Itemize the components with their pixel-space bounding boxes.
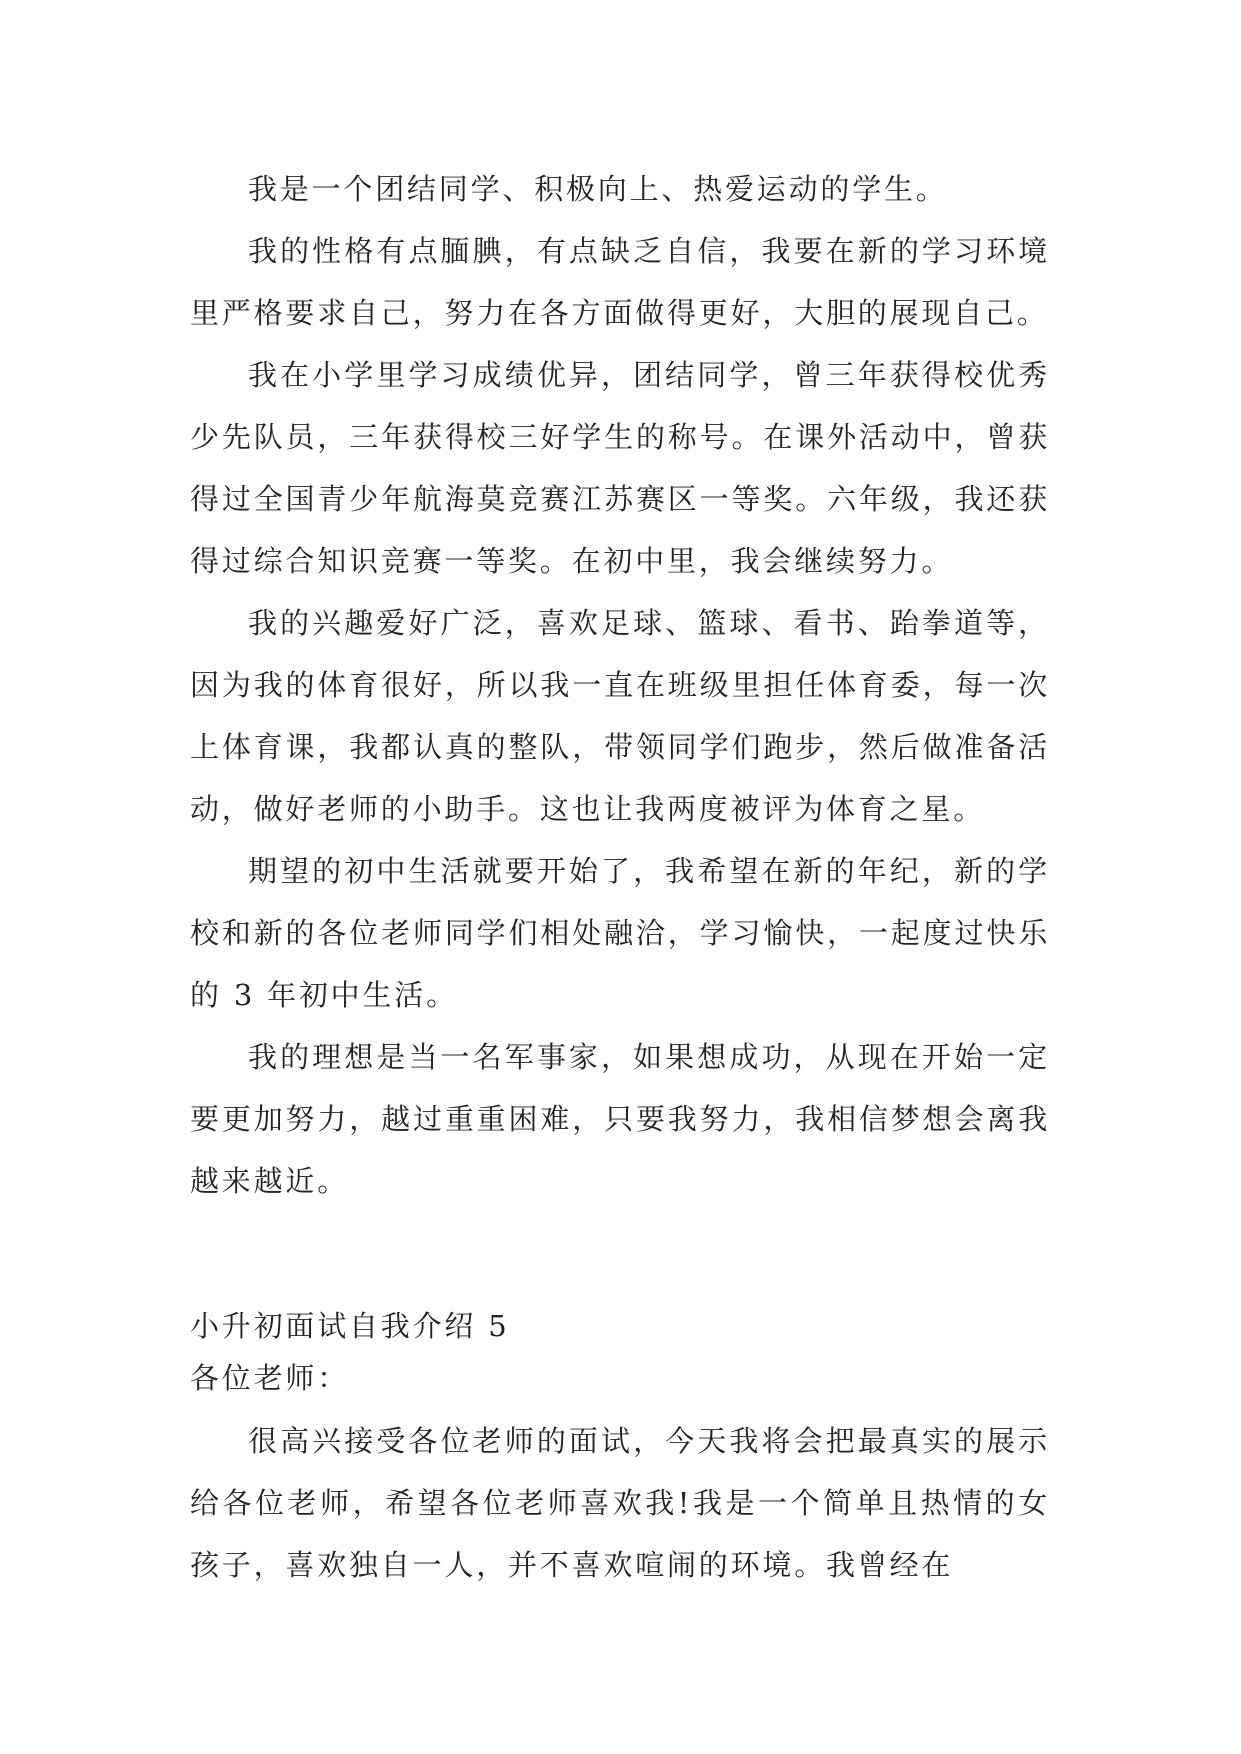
paragraph-4: 我的兴趣爱好广泛，喜欢足球、篮球、看书、跆拳道等，因为我的体育很好，所以我一直在班级里担任体育委，每一次上体育课，我都认真的整队，带领同学们跑步，然后做准备活动，做好老师的小助手。这也让我两度被评为体育之星。 [190, 606, 1050, 826]
paragraph-7: 很高兴接受各位老师的面试，今天我将会把最真实的展示给各位老师，希望各位老师喜欢我!我是一个简单且热情的女孩子，喜欢独自一人，并不喜欢喧闹的环境。我曾经在 [190, 1424, 1050, 1582]
paragraph-1: 我是一个团结同学、积极向上、热爱运动的学生。 [248, 172, 948, 206]
paragraph-2: 我的性格有点腼腆，有点缺乏自信，我要在新的学习环境里严格要求自己，努力在各方面做得更好，大胆的展现自己。 [190, 234, 1050, 330]
paragraph-6: 我的理想是当一名军事家，如果想成功，从现在开始一定要更加努力，越过重重困难，只要我努力，我相信梦想会离我越来越近。 [190, 1040, 1050, 1198]
paragraph-3: 我在小学里学习成绩优异，团结同学，曾三年获得校优秀少先队员，三年获得校三好学生的称号。在课外活动中，曾获得过全国青少年航海莫竞赛江苏赛区一等奖。六年级，我还获得过综合知识竞赛一等奖。在初中里，我会继续努力。 [190, 358, 1050, 578]
document-body [190, 158, 1050, 1596]
paragraph-5: 期望的初中生活就要开始了，我希望在新的年纪，新的学校和新的各位老师同学们相处融洽，学习愉快，一起度过快乐的 3 年初中生活。 [190, 854, 1050, 1012]
salutation: 各位老师： [190, 1361, 350, 1395]
section-title: 小升初面试自我介绍 5 [190, 1309, 510, 1343]
